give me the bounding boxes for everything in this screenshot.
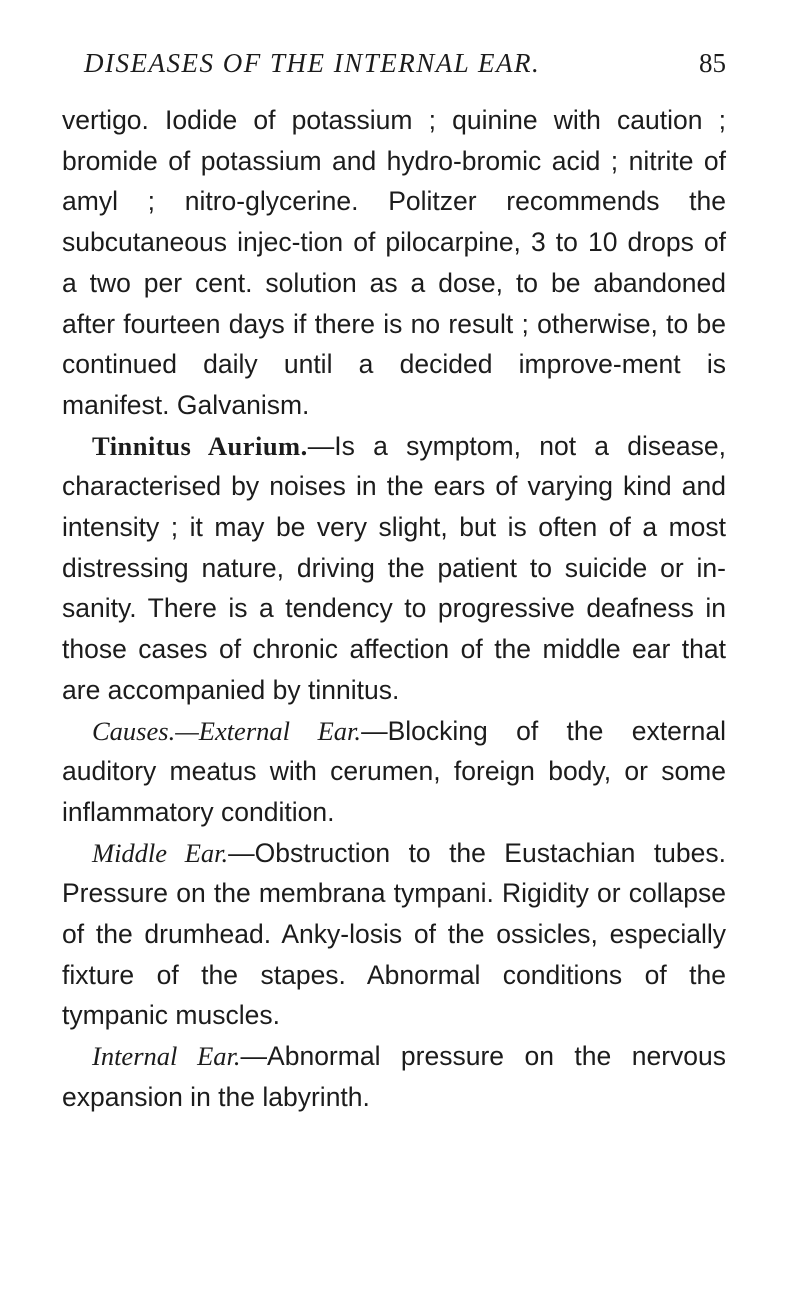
paragraph-middle-ear (62, 833, 726, 1037)
paragraph-tinnitus (62, 426, 726, 711)
internal-ear-heading: Internal Ear. (92, 1041, 241, 1072)
page-number: 85 (699, 48, 726, 78)
paragraph-causes (62, 711, 726, 833)
causes-heading: Causes.—External Ear. (92, 715, 362, 746)
book-page (62, 48, 726, 1118)
middle-ear-heading: Middle Ear. (92, 837, 229, 868)
page-header (62, 48, 726, 100)
internal-ear-text: —Abnormal pressure on the nervous expansion in the labyrinth. (62, 1041, 727, 1112)
paragraph-internal-ear (62, 1036, 726, 1117)
tinnitus-text: —Is a symptom, not a disease, characterised by noises in the ears of varying kind and intensity ; it may be very slight, but is often of a most distressing nature, driving the patient to suicide or in-sanity. There is a tendency to progressive deafness in those cases of chronic affection of the middle ear that are accompanied by tinnitus. (62, 430, 726, 705)
causes-text: —Blocking of the external auditory meatus with cerumen, foreign body, or some inflammatory condition. (62, 715, 727, 827)
tinnitus-heading: Tinnitus Aurium. (92, 430, 308, 461)
paragraph-continuation (62, 100, 726, 426)
middle-ear-text: —Obstruction to the Eustachian tubes. Pressure on the membrana tympani. Rigidity or collapse of the drumhead. Anky-losis of the ossicles, especially fixture of the stapes. Abnormal conditions of the tympanic muscles. (62, 837, 727, 1031)
body-text (62, 100, 726, 1118)
paragraph-continuation-text: vertigo. Iodide of potassium ; quinine with caution ; bromide of potassium and hydro-bromic acid ; nitrite of amyl ; nitro-glycerine. Politzer recommends the subcutaneous injec-tion of pilocarpine, 3 to 10 drops of a two per cent. solution as a dose, to be abandoned after fourteen days if there is no result ; otherwise, to be continued daily until a decided improve-ment is manifest. Galvanism. (62, 105, 726, 420)
running-title: DISEASES OF THE INTERNAL EAR. (84, 48, 541, 78)
